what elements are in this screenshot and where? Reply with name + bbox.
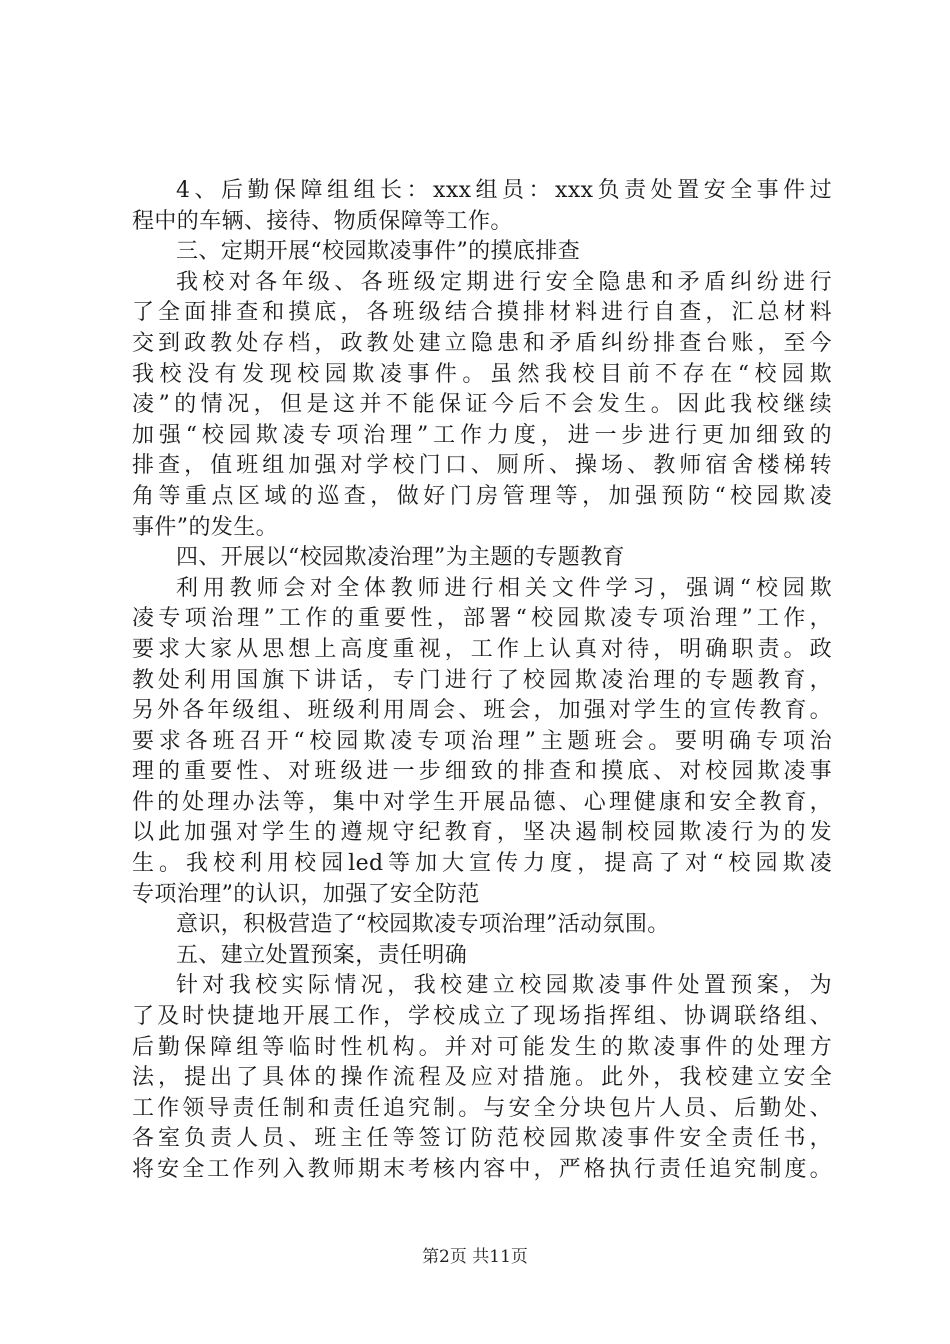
text-line: 凌”的情况，但是这并不能保证今后不会发生。因此我校继续 xyxy=(132,392,832,418)
text-line: 各室负责人员、班主任等签订防范校园欺凌事件安全责任书， xyxy=(132,1126,832,1152)
text-line: 了全面排查和摸底，各班级结合摸排材料进行自查，汇总材料 xyxy=(132,300,832,326)
text-line: 生。我校利用校园led等加大宣传力度，提高了对“校园欺凌 xyxy=(132,851,832,877)
text-line: 五、建立处置预案，责任明确 xyxy=(176,942,468,968)
text-line: 加强“校园欺凌专项治理”工作力度，进一步进行更加细致的 xyxy=(132,422,832,448)
text-line: 专项治理”的认识，加强了安全防范 xyxy=(132,881,480,907)
text-line: 四、开展以“校园欺凌治理”为主题的专题教育 xyxy=(176,545,625,571)
text-line: 交到政教处存档，政教处建立隐患和矛盾纠纷排查台账，至今 xyxy=(132,330,832,356)
text-line: 排查，值班组加强对学校门口、厕所、操场、教师宿舍楼梯转 xyxy=(132,453,832,479)
text-line: 程中的车辆、接待、物质保障等工作。 xyxy=(132,208,513,234)
text-line: 意识，积极营造了“校园欺凌专项治理”活动氛围。 xyxy=(176,912,670,938)
text-line: 针对我校实际情况，我校建立校园欺凌事件处置预案，为 xyxy=(176,973,832,999)
text-line: 了及时快捷地开展工作，学校成立了现场指挥组、协调联络组、 xyxy=(132,1004,832,1030)
text-line: 事件”的发生。 xyxy=(132,514,279,540)
text-line: 角等重点区域的巡查，做好门房管理等，加强预防“校园欺凌 xyxy=(132,483,832,509)
text-line: 要求大家从思想上高度重视，工作上认真对待，明确职责。政 xyxy=(132,636,832,662)
text-line: 利用教师会对全体教师进行相关文件学习，强调“校园欺 xyxy=(176,575,832,601)
text-line: 另外各年级组、班级利用周会、班会，加强对学生的宣传教育。 xyxy=(132,698,832,724)
text-line: 法，提出了具体的操作流程及应对措施。此外，我校建立安全 xyxy=(132,1065,832,1091)
text-line: 教处利用国旗下讲话，专门进行了校园欺凌治理的专题教育， xyxy=(132,667,832,693)
document-body xyxy=(132,176,832,1186)
text-line: 后勤保障组等临时性机构。并对可能发生的欺凌事件的处理方 xyxy=(132,1034,832,1060)
text-line: 工作领导责任制和责任追究制。与安全分块包片人员、后勤处、 xyxy=(132,1095,832,1121)
text-line: 以此加强对学生的遵规守纪教育，坚决遏制校园欺凌行为的发 xyxy=(132,820,832,846)
text-line: 要求各班召开“校园欺凌专项治理”主题班会。要明确专项治 xyxy=(132,728,832,754)
text-line: 凌专项治理”工作的重要性，部署“校园欺凌专项治理”工作， xyxy=(132,606,832,632)
page-number: 第2页 共11页 xyxy=(422,1247,528,1267)
text-line: 三、定期开展“校园欺凌事件”的摸底排查 xyxy=(176,239,581,265)
text-line: 理的重要性、对班级进一步细致的排查和摸底、对校园欺凌事 xyxy=(132,759,832,785)
text-line: 我校对各年级、各班级定期进行安全隐患和矛盾纠纷进行 xyxy=(176,269,832,295)
text-line: 我校没有发现校园欺凌事件。虽然我校目前不存在“校园欺 xyxy=(132,361,832,387)
text-line: 4、后勤保障组组长：xxx组员：xxx负责处置安全事件过 xyxy=(176,178,832,203)
page-footer xyxy=(0,1242,950,1267)
text-line: 将安全工作列入教师期末考核内容中，严格执行责任追究制度。 xyxy=(132,1157,832,1182)
text-line: 件的处理办法等，集中对学生开展品德、心理健康和安全教育， xyxy=(132,789,832,815)
